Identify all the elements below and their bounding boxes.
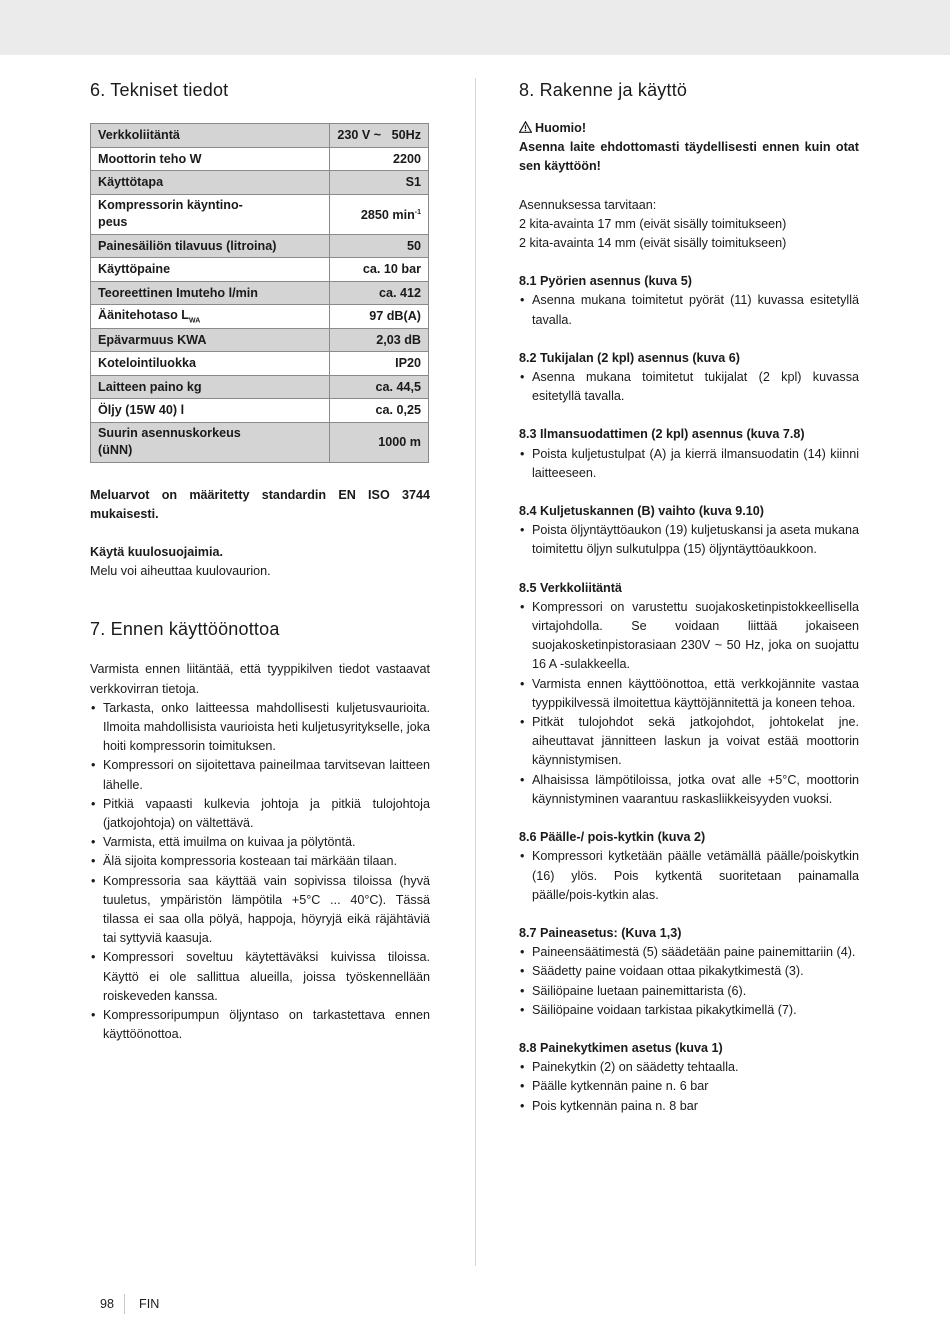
subsection-8-3-list: [519, 445, 859, 483]
table-row: [91, 305, 429, 329]
row-value: S1: [330, 171, 429, 195]
value-text: 2850 min: [360, 208, 415, 223]
section-6-title: 6. Tekniset tiedot: [90, 80, 229, 100]
list-item: • Kompressoria saa käyttää vain sopivissa tiloissa (hyvä tuuletus, ympäristön lämpötila +5°C ... 40°C). Tässä tilassa ei saa olla pölyä, happoja, höyryjä eikä räjähtäviä tai syttyviä kaasuja.: [90, 872, 430, 949]
list-item: • Säädetty paine voidaan ottaa pikakytkimestä (3).: [519, 962, 859, 981]
table-row: [91, 147, 429, 171]
tools-line-2: 2 kita-avainta 14 mm (eivät sisälly toimitukseen): [519, 236, 787, 251]
list-item: • Varmista ennen käyttöönottoa, että verkkojännite vastaa tyyppikilvessä ilmoitettua käyttöjännitettä ja koneen tehoa.: [519, 675, 859, 713]
page-number: 98: [100, 1297, 115, 1311]
subsection-8-5-list: [519, 598, 859, 809]
subsection-8-8-title: 8.8 Painekytkimen asetus (kuva 1): [519, 1040, 723, 1055]
noise-standard-note: Meluarvot on määritetty standardin EN ISO 3744 mukaisesti.: [90, 487, 430, 521]
row-label: [91, 305, 330, 329]
subsection-8-8-list: [519, 1058, 859, 1116]
list-item: • Pois kytkennän paina n. 8 bar: [519, 1097, 859, 1116]
row-label: Käyttöpaine: [91, 258, 330, 282]
row-label: Moottorin teho W: [91, 147, 330, 171]
row-value: [330, 194, 429, 234]
row-value: 97 dB(A): [330, 305, 429, 329]
row-label: Verkkoliitäntä: [91, 124, 330, 148]
top-gray-band: [0, 0, 950, 55]
table-row: [91, 234, 429, 258]
left-column: [90, 78, 430, 1044]
row-label: Painesäiliön tilavuus (litroina): [91, 234, 330, 258]
table-row: [91, 194, 429, 234]
tools-intro: Asennuksessa tarvitaan:: [519, 197, 657, 212]
row-value: 230 V ~ 50Hz: [330, 124, 429, 148]
label-text: Äänitehotaso L: [98, 307, 189, 322]
row-label: Käyttötapa: [91, 171, 330, 195]
row-value: 50: [330, 234, 429, 258]
table-row: [91, 328, 429, 352]
list-item: • Asenna mukana toimitetut tukijalat (2 kpl) kuvassa esitetyllä tavalla.: [519, 368, 859, 406]
row-label: Öljy (15W 40) l: [91, 399, 330, 423]
list-item: • Säiliöpaine voidaan tarkistaa pikakytkimellä (7).: [519, 1001, 859, 1020]
list-item: • Poista kuljetustulpat (A) ja kierrä ilmansuodatin (14) kiinni laitteeseen.: [519, 445, 859, 483]
row-label: Kotelointiluokka: [91, 352, 330, 376]
subsection-8-4-list: [519, 521, 859, 559]
row-value: 2200: [330, 147, 429, 171]
subsection-8-2-list: [519, 368, 859, 406]
list-item: • Painekytkin (2) on säädetty tehtaalla.: [519, 1058, 859, 1077]
list-item: • Kompressoripumpun öljyntaso on tarkastettava ennen käyttöönottoa.: [90, 1006, 430, 1044]
table-row: [91, 352, 429, 376]
subsection-8-6-title: 8.6 Päälle-/ pois-kytkin (kuva 2): [519, 830, 706, 845]
hearing-protection-warning: Käytä kuulosuojaimia.: [90, 544, 223, 559]
column-divider: [475, 78, 476, 1266]
subsection-8-5-title: 8.5 Verkkoliitäntä: [519, 580, 622, 595]
list-item: • Asenna mukana toimitetut pyörät (11) kuvassa esitetyllä tavalla.: [519, 291, 859, 329]
row-value: IP20: [330, 352, 429, 376]
row-value: ca. 412: [330, 281, 429, 305]
subsection-8-7-list: [519, 943, 859, 1020]
subsection-8-2-title: 8.2 Tukijalan (2 kpl) asennus (kuva 6): [519, 350, 740, 365]
subsection-8-4-title: 8.4 Kuljetuskannen (B) vaihto (kuva 9.10): [519, 504, 764, 519]
list-item: • Tarkasta, onko laitteessa mahdollisesti kuljetusvaurioita. Ilmoita mahdollisista vaurioista heti kuljetusyritykselle, joka hoiti kompressorin toimituksen.: [90, 699, 430, 757]
section-7-title: 7. Ennen käyttöönottoa: [90, 619, 280, 640]
table-row: [91, 171, 429, 195]
value-superscript: -1: [414, 208, 421, 216]
row-label: Teoreettinen Imuteho l/min: [91, 281, 330, 305]
list-item: • Varmista, että imuilma on kuivaa ja pölytöntä.: [90, 833, 430, 852]
row-value: 1000 m: [330, 422, 429, 462]
table-row: [91, 375, 429, 399]
right-column: [519, 78, 859, 1116]
table-row: [91, 281, 429, 305]
row-label: Epävarmuus KWA: [91, 328, 330, 352]
section-8-title: 8. Rakenne ja käyttö: [519, 80, 688, 100]
table-row: [91, 124, 429, 148]
label-subscript: WA: [188, 317, 201, 325]
subsection-8-6-list: [519, 847, 859, 905]
subsection-8-1-list: [519, 291, 859, 329]
list-item: • Päälle kytkennän paine n. 6 bar: [519, 1077, 859, 1096]
section-7-bullet-list: [90, 699, 430, 1045]
list-item: • Pitkiä vapaasti kulkevia johtoja ja pitkiä tulojohtoja (jatkojohtoja) on vältettävä.: [90, 795, 430, 833]
subsection-8-1-title: 8.1 Pyörien asennus (kuva 5): [519, 274, 692, 289]
page-footer: [100, 1294, 159, 1314]
table-row: [91, 258, 429, 282]
row-value: 2,03 dB: [330, 328, 429, 352]
language-code: FIN: [139, 1297, 160, 1311]
subsection-8-3-title: 8.3 Ilmansuodattimen (2 kpl) asennus (kuva 7.8): [519, 427, 805, 442]
list-item: • Kompressori kytketään päälle vetämällä päälle/poiskytkin (16) ylös. Pois kytkentä suoritetaan painamalla päälle/pois-kytkin alas.: [519, 847, 859, 905]
hearing-damage-text: Melu voi aiheuttaa kuulovaurion.: [90, 564, 271, 579]
warning-text: Asenna laite ehdottomasti täydellisesti ennen kuin otat sen käyttöön!: [519, 140, 859, 174]
list-item: • Alhaisissa lämpötiloissa, jotka ovat alle +5°C, moottorin käynnistyminen vaarantuu raskasliikkeisyyden vuoksi.: [519, 771, 859, 809]
technical-data-table: [90, 123, 429, 463]
list-item: • Kompressori soveltuu käytettäväksi kuivissa tiloissa. Käyttö ei ole sallittua alueilla, joissa työskennellään roiskeveden kanssa.: [90, 948, 430, 1006]
section-7-intro: Varmista ennen liitäntää, että tyyppikilven tiedot vastaavat verkkovirran tietoja.: [90, 662, 430, 696]
row-label: Laitteen paino kg: [91, 375, 330, 399]
table-row: [91, 399, 429, 423]
list-item: • Paineensäätimestä (5) säädetään paine painemittariin (4).: [519, 943, 859, 962]
row-label: Suurin asennuskorkeus (üNN): [91, 422, 330, 462]
row-value: ca. 0,25: [330, 399, 429, 423]
table-row: [91, 422, 429, 462]
list-item: • Kompressori on varustettu suojakosketinpistokkeellisella virtajohdolla. Se voidaan liittää jokaiseen suojakosketinpistorasiaan 230V ~ 50 Hz, joka on suojattu 16 A -sulakkeella.: [519, 598, 859, 675]
list-item: • Pitkät tulojohdot sekä jatkojohdot, johtokelat jne. aiheuttavat jännitteen laskun ja voivat estää moottorin käynnistymisen.: [519, 713, 859, 771]
row-value: ca. 44,5: [330, 375, 429, 399]
footer-separator: [124, 1294, 125, 1314]
list-item: • Kompressori on sijoitettava paineilmaa tarvitsevan laitteen lähelle.: [90, 756, 430, 794]
list-item: • Poista öljyntäyttöaukon (19) kuljetuskansi ja aseta mukana toimitettu öljyn sulkutulppa (15) öljyntäyttöaukkoon.: [519, 521, 859, 559]
subsection-8-7-title: 8.7 Paineasetus: (Kuva 1,3): [519, 925, 682, 940]
tools-line-1: 2 kita-avainta 17 mm (eivät sisälly toimitukseen): [519, 216, 787, 231]
row-label: Kompressorin käyntino-peus: [91, 194, 330, 234]
list-item: • Älä sijoita kompressoria kosteaan tai märkään tilaan.: [90, 852, 430, 871]
warning-heading: [519, 119, 859, 138]
warning-title: Huomio!: [535, 121, 587, 135]
list-item: • Säiliöpaine luetaan painemittarista (6).: [519, 982, 859, 1001]
row-value: ca. 10 bar: [330, 258, 429, 282]
warning-triangle-icon: [519, 121, 532, 133]
